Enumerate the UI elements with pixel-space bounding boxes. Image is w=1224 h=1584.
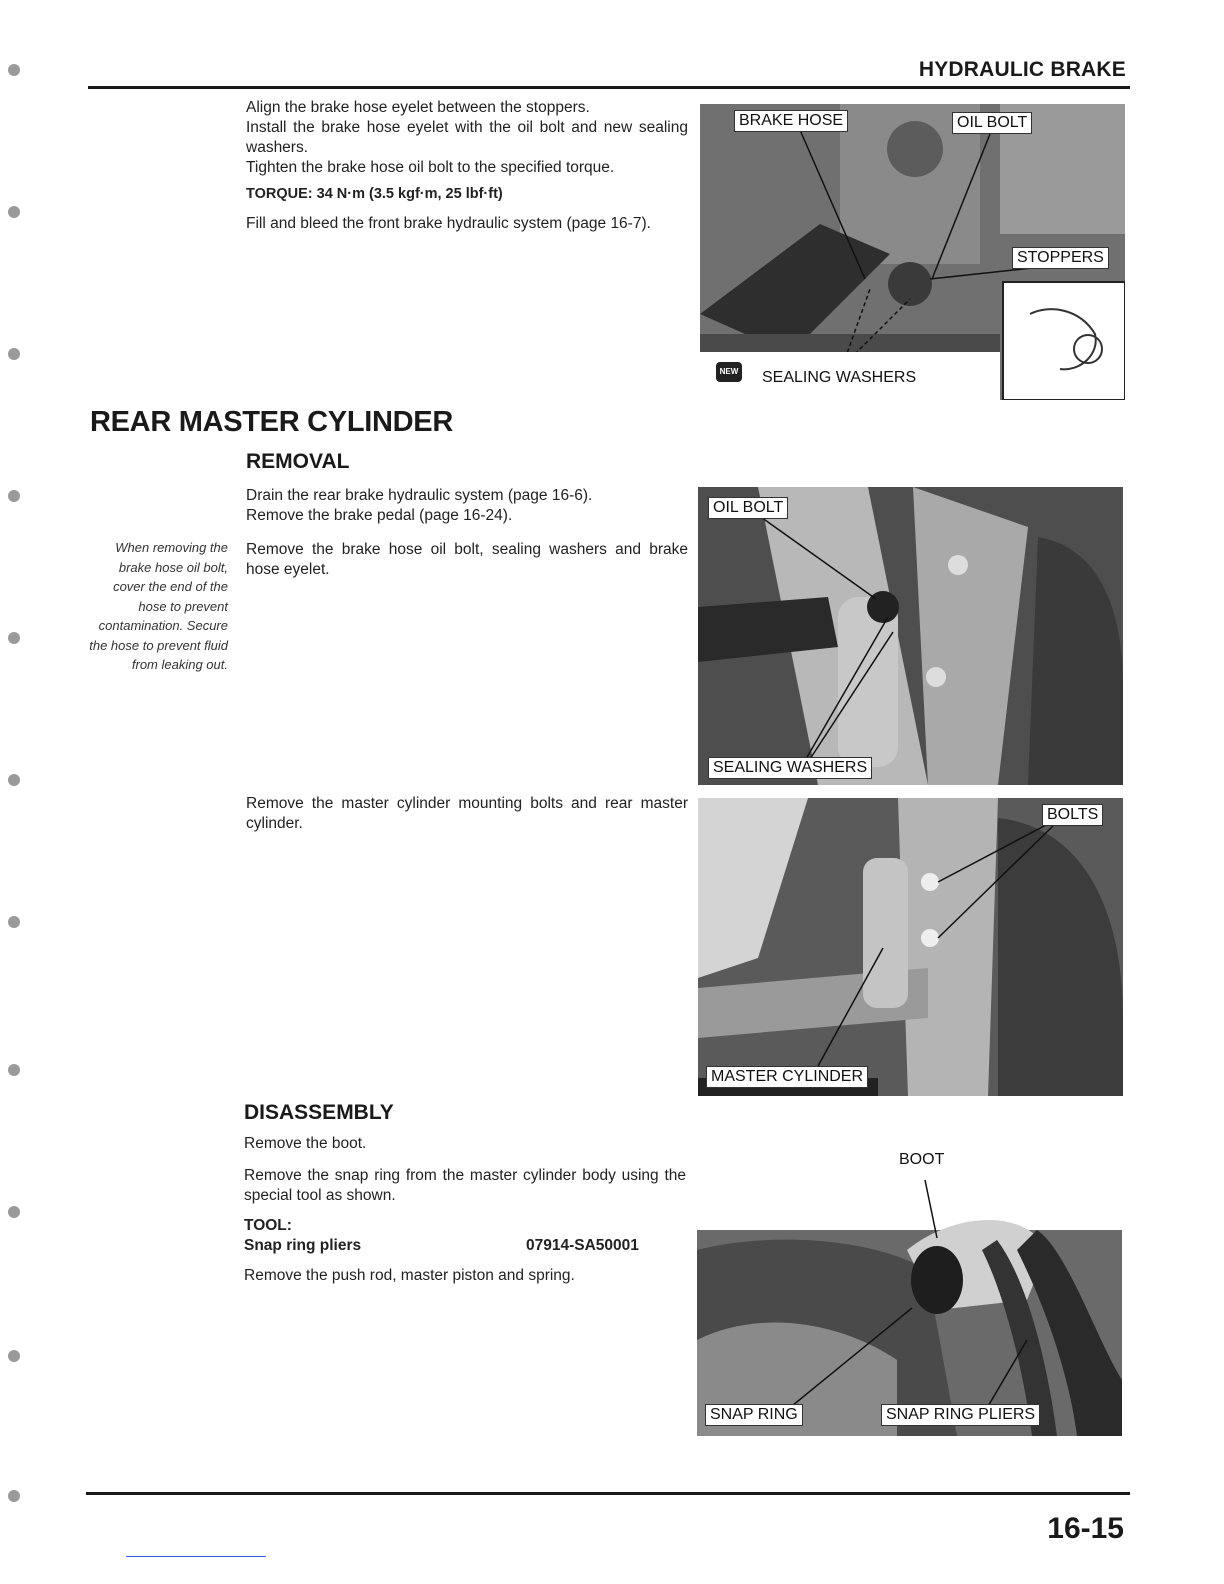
step-drain: Drain the rear brake hydraulic system (page 16-6).: [246, 487, 593, 504]
label-master-cylinder: MASTER CYLINDER: [706, 1066, 868, 1088]
punch-hole: [8, 632, 20, 644]
tool-name: Snap ring pliers: [244, 1237, 362, 1254]
punch-hole: [8, 916, 20, 928]
bottom-link-underline: [126, 1556, 266, 1557]
step-remove-pedal: Remove the brake pedal (page 16-24).: [246, 507, 513, 524]
torque-spec: TORQUE: 34 N·m (3.5 kgf·m, 25 lbf·ft): [246, 186, 503, 202]
disassembly-steps: [244, 1134, 686, 1292]
photo-master-cylinder-bolts: [698, 798, 1123, 1096]
removal-steps: [246, 486, 688, 586]
photo-front-brake-hose: [700, 104, 1125, 400]
punch-hole: [8, 774, 20, 786]
label-stoppers: STOPPERS: [1012, 247, 1109, 269]
footer-rule: [86, 1492, 1130, 1495]
label-sealing-washers: SEALING WASHERS: [762, 369, 917, 386]
removal-step-mounting-bolts: [246, 794, 688, 840]
instruction-tighten: Tighten the brake hose oil bolt to the specified torque.: [246, 159, 615, 176]
label-brake-hose: BRAKE HOSE: [734, 110, 848, 132]
tool-row: [244, 1236, 686, 1258]
punch-hole: [8, 1350, 20, 1362]
punch-hole: [8, 1064, 20, 1076]
step-remove-master-cylinder: Remove the master cylinder mounting bolts and rear master cylinder.: [246, 795, 688, 832]
header-rule: [88, 86, 1130, 89]
photo-snap-ring-removal-art: [697, 1140, 1122, 1436]
punch-hole: [8, 1206, 20, 1218]
tool-heading: TOOL:: [244, 1217, 292, 1234]
tool-number: 07914-SA50001: [526, 1237, 639, 1254]
step-remove-boot: Remove the boot.: [244, 1135, 367, 1152]
step-remove-snap-ring: Remove the snap ring from the master cylinder body using the special tool as shown.: [244, 1167, 686, 1204]
instruction-install: Install the brake hose eyelet with the oil bolt and new sealing washers.: [246, 119, 688, 156]
label-bolts: BOLTS: [1042, 804, 1103, 826]
page-number: 16-15: [1047, 1512, 1124, 1545]
subsection-title-removal: REMOVAL: [246, 450, 350, 473]
side-note-contamination: When removing the brake hose oil bolt, cover the end of the hose to prevent contamination. Secure the hose to prevent fluid from leaking out.: [89, 540, 228, 672]
step-remove-push-rod: Remove the push rod, master piston and spring.: [244, 1267, 575, 1284]
subsection-title-disassembly: DISASSEMBLY: [244, 1101, 394, 1124]
photo-snap-ring-removal: [697, 1140, 1122, 1436]
instruction-fill-bleed: Fill and bleed the front brake hydraulic system (page 16-7).: [246, 215, 651, 232]
photo-rear-oil-bolt-art: [698, 487, 1123, 785]
label-oil-bolt: OIL BOLT: [952, 112, 1032, 134]
photo-rear-oil-bolt: [698, 487, 1123, 785]
label-snap-ring-pliers: SNAP RING PLIERS: [881, 1404, 1040, 1426]
photo-master-cylinder-bolts-art: [698, 798, 1123, 1096]
punch-hole: [8, 64, 20, 76]
top-instructions: [246, 98, 688, 240]
label-oil-bolt-rear: OIL BOLT: [708, 497, 788, 519]
section-title-rear-master-cylinder: REAR MASTER CYLINDER: [90, 406, 453, 438]
punch-hole: [8, 1490, 20, 1502]
label-boot: BOOT: [899, 1151, 945, 1168]
punch-hole: [8, 348, 20, 360]
label-snap-ring: SNAP RING: [705, 1404, 803, 1426]
punch-hole: [8, 206, 20, 218]
new-part-icon: NEW: [716, 362, 742, 382]
instruction-align: Align the brake hose eyelet between the stoppers.: [246, 99, 590, 116]
step-remove-oil-bolt: Remove the brake hose oil bolt, sealing washers and brake hose eyelet.: [246, 541, 688, 578]
punch-hole: [8, 490, 20, 502]
label-sealing-washers-rear: SEALING WASHERS: [708, 757, 872, 779]
section-header: HYDRAULIC BRAKE: [918, 58, 1126, 81]
